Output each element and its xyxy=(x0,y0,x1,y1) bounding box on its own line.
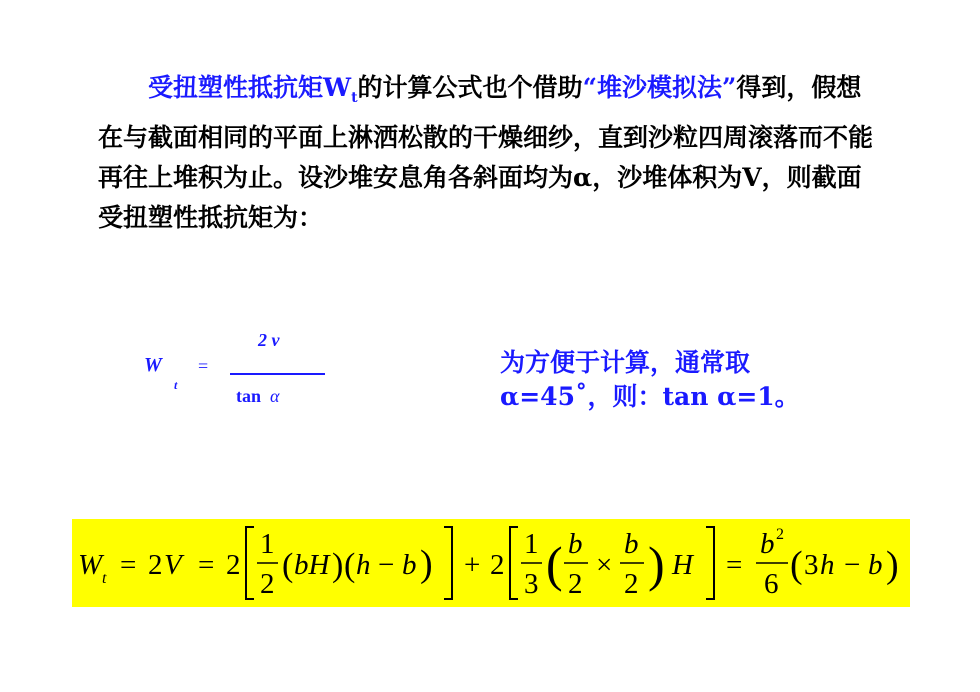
f2-eq1: = xyxy=(120,549,137,581)
bracket-close-2 xyxy=(706,527,714,599)
f2-W: W xyxy=(78,549,103,581)
term-sand-heap-analogy: “堆沙模拟法” xyxy=(582,73,737,102)
f2-paren7: ( xyxy=(790,544,803,586)
f2-two6: 2 xyxy=(624,568,639,600)
formula1-lhs: W xyxy=(144,354,162,376)
bracket-open-1 xyxy=(246,527,254,599)
f2-two3: 2 xyxy=(260,568,275,600)
para-text-2: 得到，假想在与截面相同的平面上淋洒松散的干燥细纱，直到沙粒四周滚落而不能再往上堆积为止。设沙堆安息角各斜面均为α，沙堆体积为V，则截面受扭塑性抵抗矩为： xyxy=(98,73,874,232)
f2-h2: h xyxy=(820,549,835,581)
note-line-1: 为方便于计算，通常取 xyxy=(500,348,751,377)
f2-six: 6 xyxy=(764,568,779,600)
f2-minus2: − xyxy=(844,549,861,581)
f2-eq2: = xyxy=(198,549,215,581)
f2-bH: bH xyxy=(294,549,330,581)
f2-h1: h xyxy=(356,549,371,581)
formula1-numerator: 2 v xyxy=(258,330,280,350)
simplification-note xyxy=(500,346,800,414)
bracket-close-1 xyxy=(444,527,452,599)
f2-b3: b xyxy=(624,528,639,560)
f2-b4: b xyxy=(760,528,775,560)
f2-paren3: ( xyxy=(344,547,356,584)
f2-t: t xyxy=(102,570,107,587)
f2-eq3: = xyxy=(726,549,743,581)
para-text-1: 的计算公式也个借助 xyxy=(357,73,583,102)
full-formula xyxy=(72,519,910,607)
description-paragraph xyxy=(98,68,878,238)
f2-two2: 2 xyxy=(226,549,241,581)
f2-two5: 2 xyxy=(568,568,583,600)
f2-minus1: − xyxy=(378,549,395,581)
formula1-sub: t xyxy=(174,378,178,392)
f2-sup2: 2 xyxy=(776,526,784,543)
f2-two4: 2 xyxy=(490,549,505,581)
f2-paren1: ( xyxy=(282,547,294,584)
f2-paren6: ) xyxy=(648,536,665,592)
f2-times: × xyxy=(596,549,613,581)
f2-b2: b xyxy=(568,528,583,560)
f2-paren5: ( xyxy=(546,536,563,592)
f2-H: H xyxy=(672,549,693,581)
note-line-2: α=45˚，则：tan α=1。 xyxy=(500,382,800,411)
formula1-equals: = xyxy=(198,356,209,376)
bracket-open-2 xyxy=(510,527,518,599)
formula-simple xyxy=(140,330,340,410)
f2-V: V xyxy=(164,549,182,581)
f2-three: 3 xyxy=(524,568,539,600)
f2-paren2: ) xyxy=(332,547,344,584)
term-torsion-moment: 受扭塑性抵抗矩$W_t$ xyxy=(148,73,358,106)
f2-one2: 1 xyxy=(524,528,539,560)
f2-one1: 1 xyxy=(260,528,275,560)
fraction-bar xyxy=(230,373,325,375)
formula1-denominator: tan α xyxy=(236,386,280,406)
formula-highlight-box xyxy=(72,519,910,607)
f2-paren8: ) xyxy=(886,544,899,586)
f2-plus: + xyxy=(464,549,481,581)
f2-b1: b xyxy=(402,549,417,581)
f2-b5: b xyxy=(868,549,883,581)
f2-three-h-coef: 3 xyxy=(804,549,819,581)
f2-two1: 2 xyxy=(148,549,163,581)
f2-paren4: ) xyxy=(420,543,433,585)
